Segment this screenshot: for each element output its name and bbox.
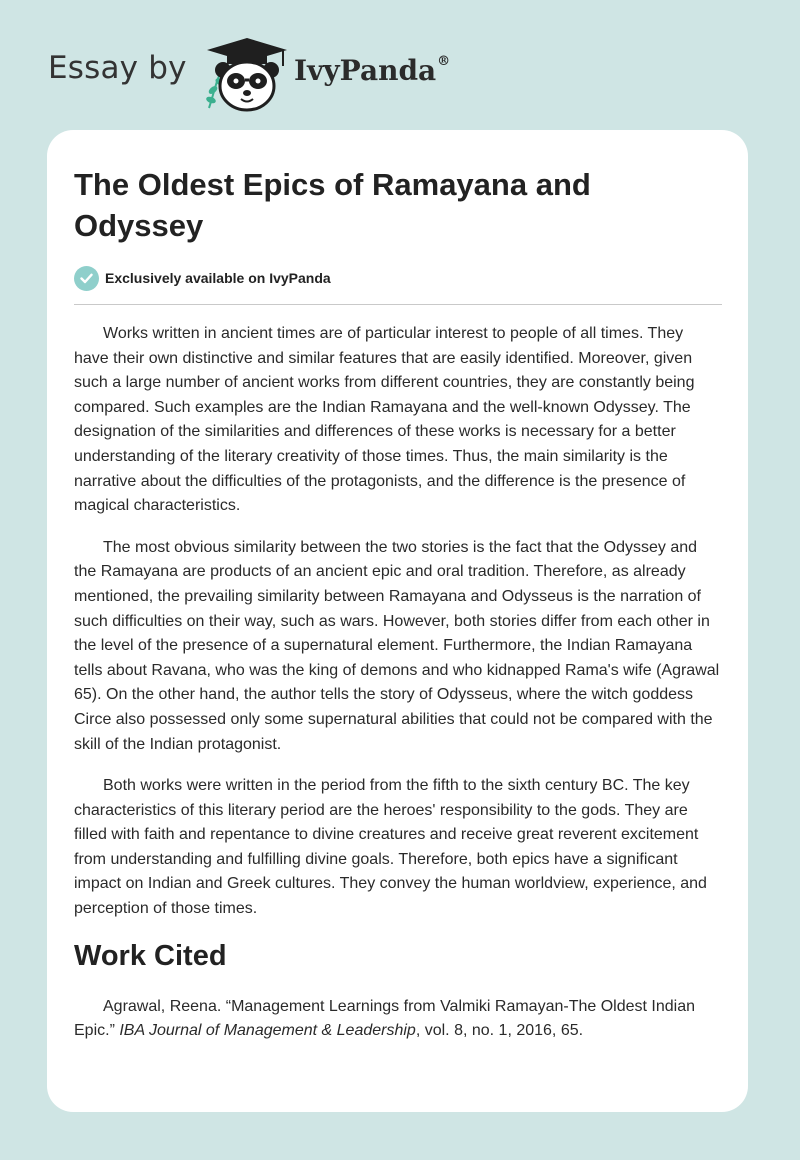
- checkmark-icon: [74, 266, 99, 291]
- brand-name: IvyPanda: [294, 54, 437, 87]
- citation-tail: , vol. 8, no. 1, 2016, 65.: [415, 1022, 584, 1040]
- essay-by-label: Essay by: [48, 50, 187, 86]
- brand-logo[interactable]: [294, 54, 450, 87]
- site-header: [48, 34, 548, 114]
- essay-body: [74, 322, 722, 922]
- works-cited-heading: Work Cited: [74, 939, 227, 972]
- essay-content: [74, 164, 722, 1061]
- paragraph: The most obvious similarity between the two stories is the fact that the Odyssey and the Ramayana are products of an ancient epic and oral tradition. Therefore, as already mentioned, the prevailing similarity between Ramayana and Odysseus is the narration of such difficulties on their way, such as wars. However, both stories differ from each other in the level of the presence of a supernatural element. Furthermore, the Indian Ramayana tells about Ravana, who was the king of demons and who kidnapped Rama's wife (Agrawal 65). On the other hand, the author tells the story of Odysseus, where the witch goddess Circe also possessed only some supernatural abilities that could not be compared with the skill of the Indian protagonist.: [74, 538, 720, 753]
- panda-graduate-icon[interactable]: [203, 36, 291, 117]
- exclusive-badge: [74, 264, 722, 292]
- essay-card: [47, 130, 748, 1112]
- paragraph: Both works were written in the period from the fifth to the sixth century BC. The key characteristics of this literary period are the heroes' responsibility to the gods. They are filled with faith and repentance to divine creatures and receive great reverent excitement from understanding and fulfilling divine goals. Therefore, both epics have a significant impact on Indian and Greek cultures. They convey the human worldview, experience, and perception of those times.: [74, 777, 707, 918]
- registered-mark: ®: [437, 54, 451, 69]
- citation-lead: Agrawal, Reena. “Management Learnings from Valmiki Ramayan-The Oldest Indian Epic.”: [74, 997, 695, 1040]
- page-title: The Oldest Epics of Ramayana and Odyssey: [74, 167, 591, 243]
- badge-label: Exclusively available on IvyPanda: [105, 270, 331, 286]
- divider: [74, 304, 722, 305]
- citation-journal: IBA Journal of Management & Leadership: [119, 1022, 416, 1040]
- citation: [74, 995, 722, 1044]
- paragraph: Works written in ancient times are of particular interest to people of all times. They have their own distinctive and similar features that are easily identified. Moreover, given such a large number of ancient works from different countries, they are constantly being compared. Such examples are the Indian Ramayana and the well-known Odyssey. The designation of the similarities and differences of these works is necessary for a better understanding of the literary creativity of those times. Thus, the main similarity is the narrative about the difficulties of the protagonists, and the difference is the presence of magical characteristics.: [74, 325, 695, 515]
